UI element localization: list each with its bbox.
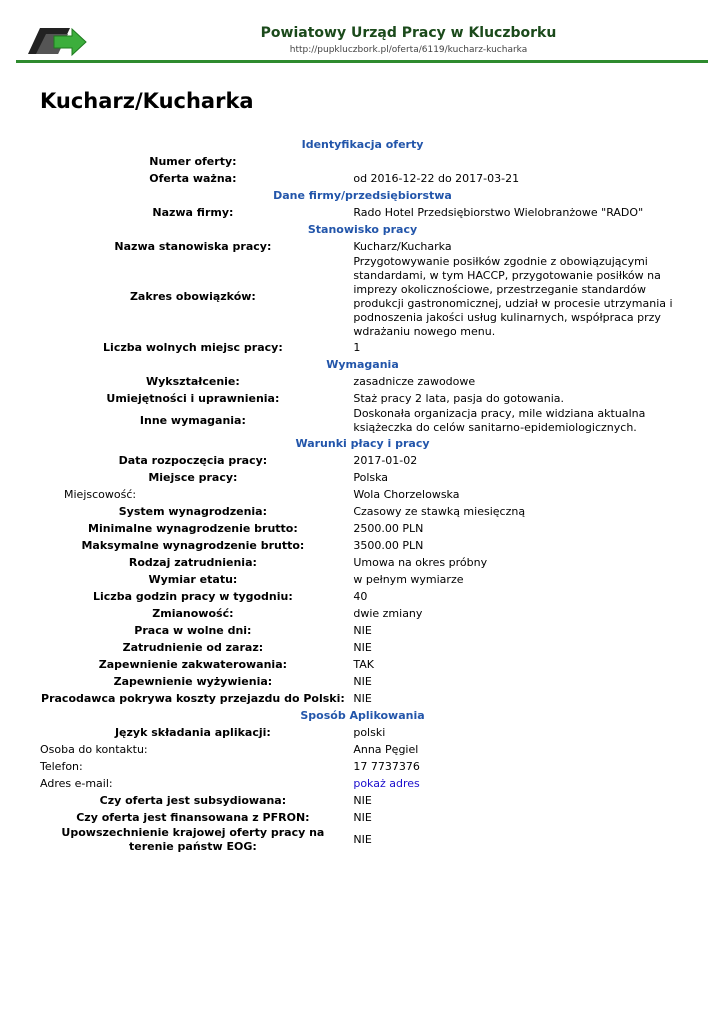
field-label: Umiejętności i uprawnienia: xyxy=(106,391,280,405)
field-label: Język składania aplikacji: xyxy=(114,725,271,739)
field-label: Wymiar etatu: xyxy=(148,572,238,586)
field-value: NIE xyxy=(353,623,372,637)
row-wyksztalcenie xyxy=(40,373,685,390)
field-label: Upowszechnienie krajowej oferty pracy na terenie państw EOG: xyxy=(61,826,325,853)
field-label: Oferta ważna: xyxy=(149,171,237,185)
field-label: Telefon: xyxy=(40,759,83,773)
office-title: Powiatowy Urząd Pracy w Kluczborku xyxy=(260,25,557,41)
row-max xyxy=(40,537,685,554)
section-identyfikacja xyxy=(40,136,685,153)
field-value xyxy=(353,153,685,170)
row-email xyxy=(40,775,685,792)
field-label: Wykształcenie: xyxy=(146,374,240,388)
field-label: Inne wymagania: xyxy=(139,414,246,427)
field-value: NIE xyxy=(353,691,372,705)
field-value: 3500.00 PLN xyxy=(353,538,424,552)
field-label: Data rozpoczęcia pracy: xyxy=(118,453,268,467)
section-heading: Warunki płacy i pracy xyxy=(295,436,430,450)
row-nazwa-firmy xyxy=(40,204,685,221)
field-label: Zmianowość: xyxy=(152,606,234,620)
section-heading: Dane firmy/przedsiębiorstwa xyxy=(273,188,452,202)
field-label: Adres e-mail: xyxy=(40,776,113,790)
section-wymagania xyxy=(40,356,685,373)
field-value: Przygotowywanie posiłków zgodnie z obowiązującymi standardami, w tym HACCP, przygotowanie posiłków na imprezy okolicznościowe, przestrzeganie standardów produkcji gastronomicznej, udział w procesie utrzymania i podnoszenia jakości usług kulinarnych, współpraca przy wdrażaniu nowego menu. xyxy=(353,255,673,338)
row-pfron xyxy=(40,809,685,826)
field-value: NIE xyxy=(353,674,372,688)
field-value: Wola Chorzelowska xyxy=(353,487,460,501)
row-eog xyxy=(40,826,685,854)
field-label: Nazwa stanowiska pracy: xyxy=(114,239,272,253)
row-stanowisko xyxy=(40,238,685,255)
field-value: TAK xyxy=(353,657,374,671)
field-value: 2500.00 PLN xyxy=(353,521,424,535)
row-wazna xyxy=(40,170,685,187)
header-divider xyxy=(16,60,708,63)
field-value: Kucharz/Kucharka xyxy=(353,239,452,253)
field-value: NIE xyxy=(353,810,372,824)
field-label: Zatrudnienie od zaraz: xyxy=(122,640,264,654)
field-value: 2017-01-02 xyxy=(353,453,418,467)
row-zakwaterowanie xyxy=(40,656,685,673)
row-zmianowosc xyxy=(40,605,685,622)
field-label: Nazwa firmy: xyxy=(152,205,234,219)
section-firma xyxy=(40,187,685,204)
row-wolne xyxy=(40,339,685,356)
row-miejsce xyxy=(40,469,685,486)
section-heading: Identyfikacja oferty xyxy=(301,137,424,151)
field-value: Staż pracy 2 lata, pasja do gotowania. xyxy=(353,391,565,405)
section-stanowisko xyxy=(40,221,685,238)
field-value: dwie zmiany xyxy=(353,606,423,620)
field-label: Rodzaj zatrudnienia: xyxy=(128,555,257,569)
field-value: zasadnicze zawodowe xyxy=(353,374,476,388)
field-value: Umowa na okres próbny xyxy=(353,555,488,569)
field-value: w pełnym wymiarze xyxy=(353,572,464,586)
row-wyzywienie xyxy=(40,673,685,690)
section-heading: Stanowisko pracy xyxy=(307,222,418,236)
field-value: Czasowy ze stawką miesięczną xyxy=(353,504,526,518)
field-label: Zapewnienie zakwaterowania: xyxy=(98,657,288,671)
field-label: Zapewnienie wyżywienia: xyxy=(113,674,273,688)
field-label: Maksymalne wynagrodzenie brutto: xyxy=(81,538,305,552)
page-header xyxy=(16,18,708,62)
row-od-zaraz xyxy=(40,639,685,656)
field-value: NIE xyxy=(353,833,372,846)
page-title: Kucharz/Kucharka xyxy=(40,89,254,113)
field-value: 17 7737376 xyxy=(353,759,420,773)
row-przejazd xyxy=(40,690,685,707)
field-label: Czy oferta jest finansowana z PFRON: xyxy=(76,810,310,824)
field-label: System wynagrodzenia: xyxy=(118,504,268,518)
row-umiejetnosci xyxy=(40,390,685,407)
field-value: 40 xyxy=(353,589,368,603)
field-value: Anna Pęgiel xyxy=(353,742,419,756)
row-miejscowosc xyxy=(40,486,685,503)
offer-details-table xyxy=(40,136,685,854)
field-value: NIE xyxy=(353,640,372,654)
field-label: Liczba godzin pracy w tygodniu: xyxy=(93,589,293,603)
section-aplikowanie xyxy=(40,707,685,724)
row-wolne-dni xyxy=(40,622,685,639)
show-email-link[interactable]: pokaż adres xyxy=(353,776,420,790)
row-subsydiowana xyxy=(40,792,685,809)
field-label: Miejscowość: xyxy=(64,487,137,501)
section-heading: Sposób Aplikowania xyxy=(300,708,425,722)
section-warunki xyxy=(40,435,685,452)
field-label: Miejsce pracy: xyxy=(148,470,238,484)
field-value: 1 xyxy=(353,340,361,354)
field-label: Pracodawca pokrywa koszty przejazdu do Polski: xyxy=(41,691,345,705)
field-value: od 2016-12-22 do 2017-03-21 xyxy=(353,171,520,185)
field-label: Zakres obowiązków: xyxy=(129,290,256,303)
field-label: Osoba do kontaktu: xyxy=(40,742,148,756)
row-inne xyxy=(40,407,685,435)
row-numer xyxy=(40,153,685,170)
field-value: NIE xyxy=(353,793,372,807)
section-heading: Wymagania xyxy=(326,357,399,371)
row-data-rozp xyxy=(40,452,685,469)
field-value: Polska xyxy=(353,470,389,484)
field-label: Minimalne wynagrodzenie brutto: xyxy=(88,521,298,535)
row-min xyxy=(40,520,685,537)
row-telefon xyxy=(40,758,685,775)
field-label: Liczba wolnych miejsc pracy: xyxy=(103,340,283,354)
row-zakres xyxy=(40,255,685,339)
row-system xyxy=(40,503,685,520)
field-label: Czy oferta jest subsydiowana: xyxy=(99,793,287,807)
field-label: Praca w wolne dni: xyxy=(134,623,252,637)
row-jezyk xyxy=(40,724,685,741)
field-label: Numer oferty: xyxy=(149,154,237,168)
offer-url: http://pupkluczbork.pl/oferta/6119/kucharz-kucharka xyxy=(289,45,528,55)
row-rodzaj xyxy=(40,554,685,571)
row-godziny xyxy=(40,588,685,605)
field-value: polski xyxy=(353,725,386,739)
field-value: Rado Hotel Przedsiębiorstwo Wielobranżowe "RADO" xyxy=(353,205,644,219)
field-value: Doskonała organizacja pracy, mile widziana aktualna książeczka do celów sanitarno-epidemiologicznych. xyxy=(353,407,646,434)
row-wymiar xyxy=(40,571,685,588)
row-osoba xyxy=(40,741,685,758)
